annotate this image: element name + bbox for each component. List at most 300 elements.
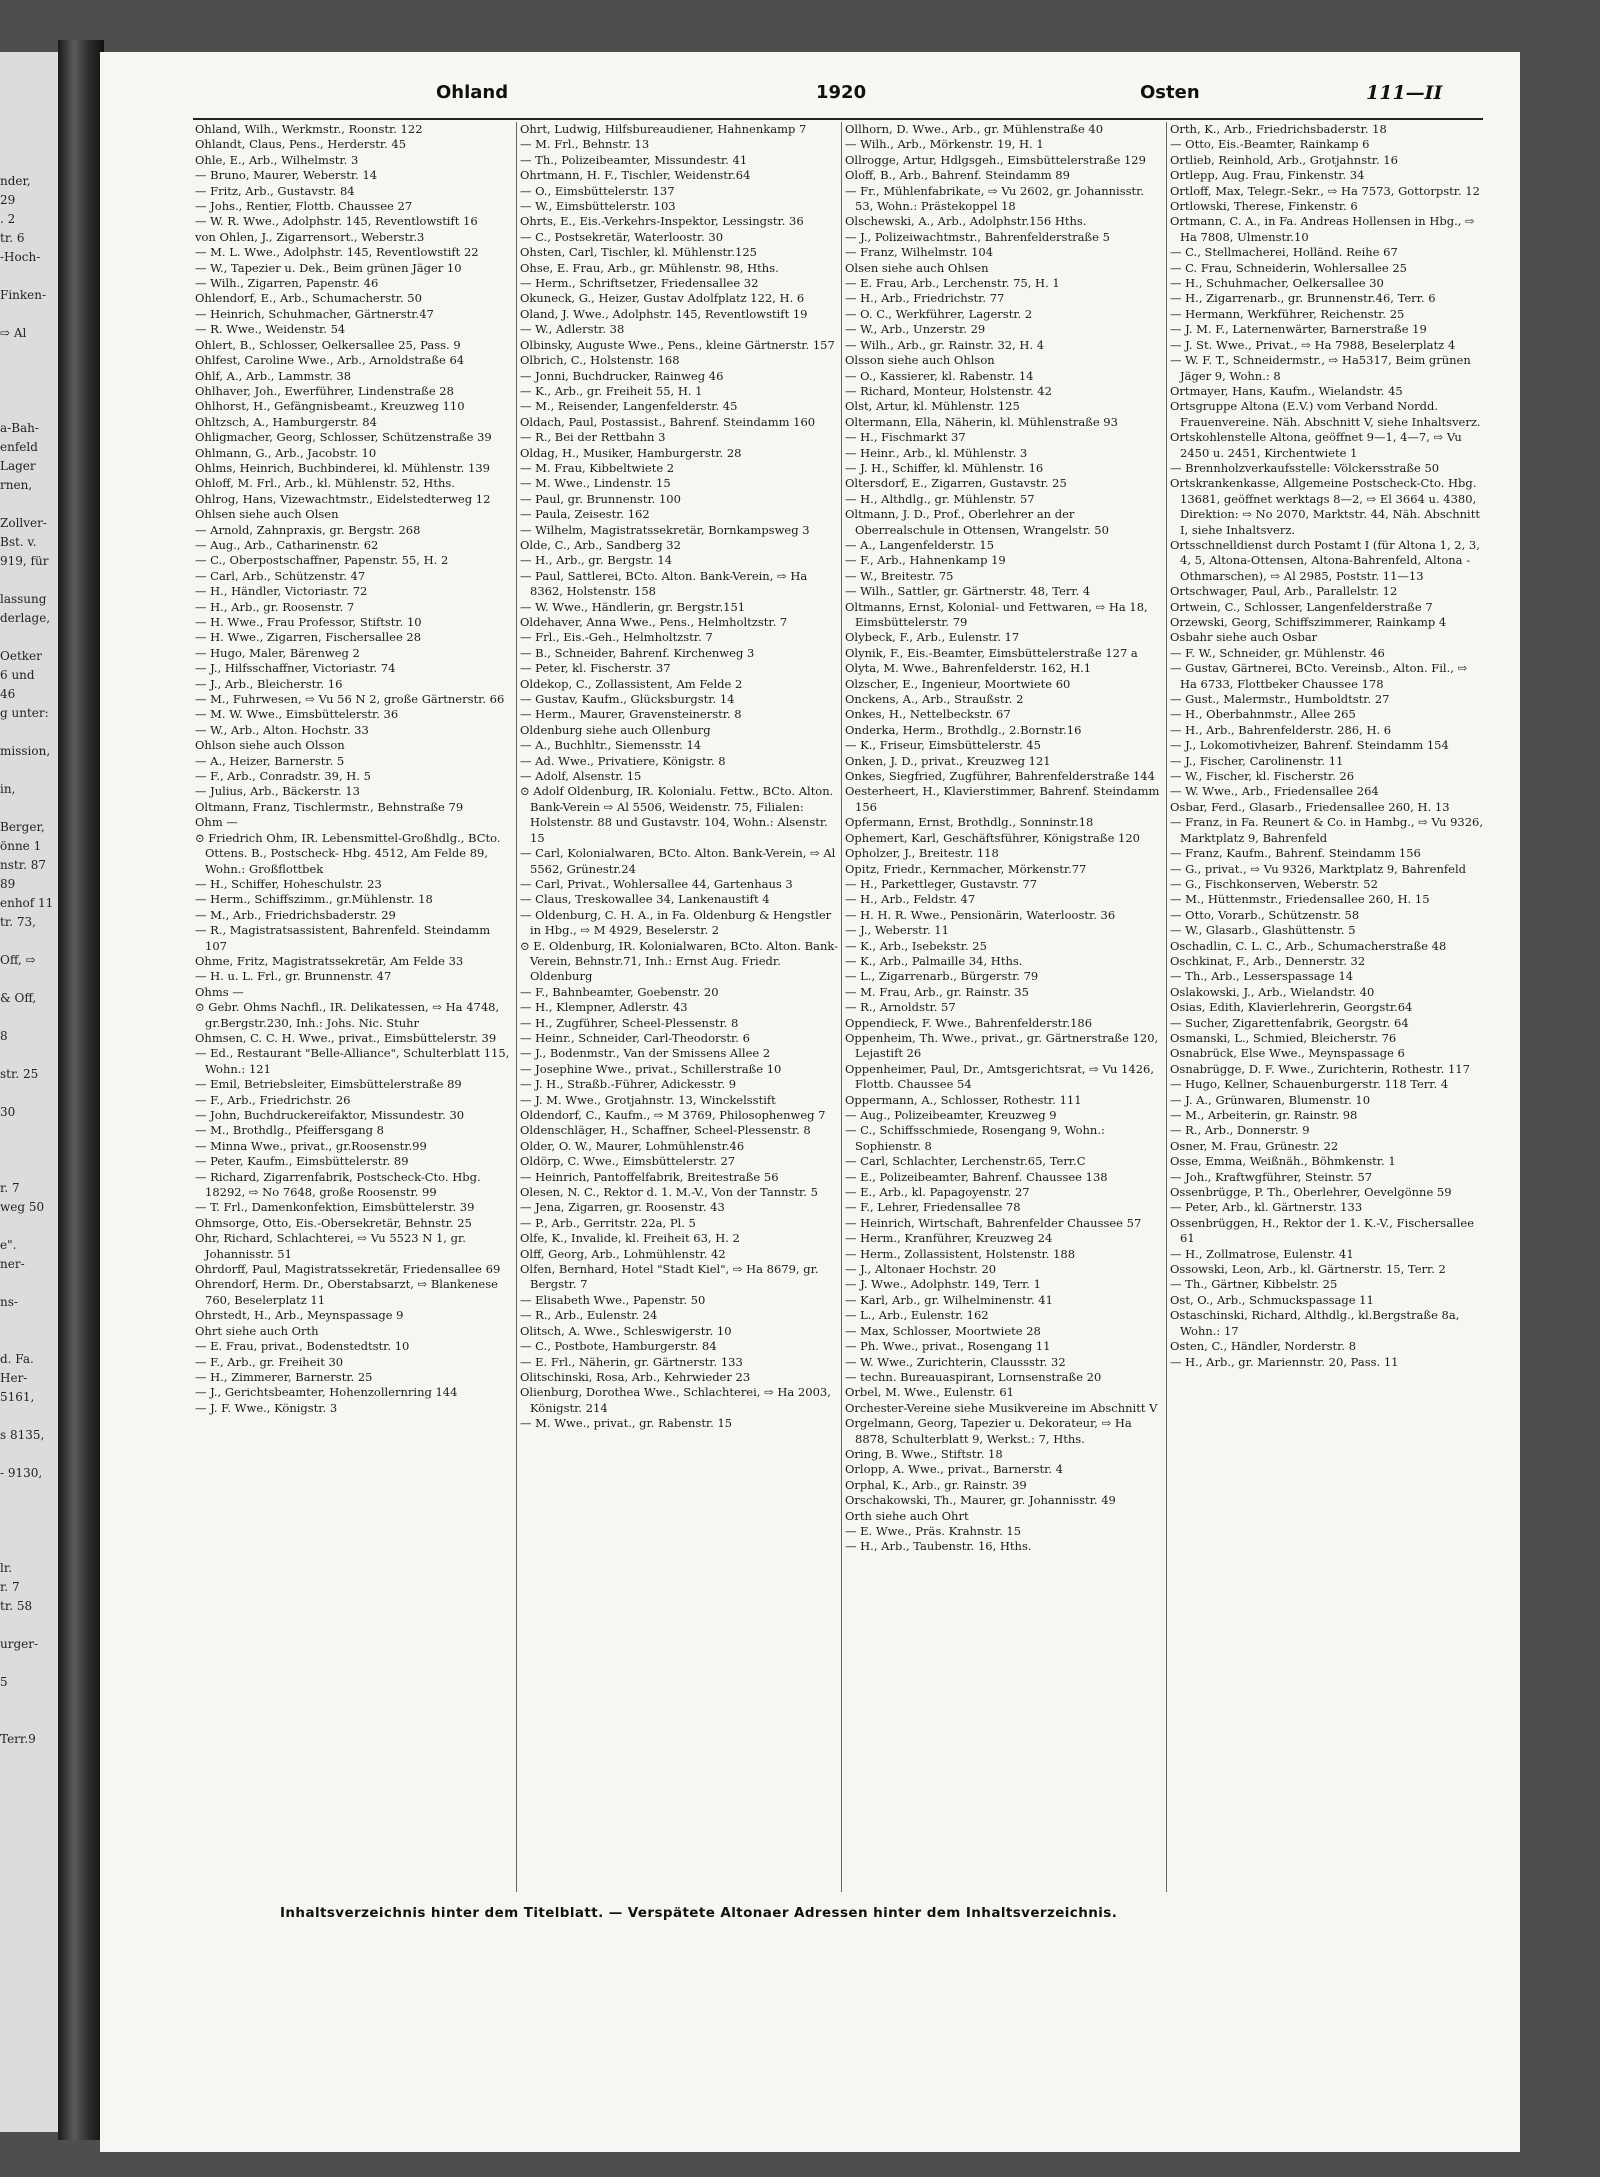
directory-entry: — R., Arnoldstr. 57	[845, 1000, 956, 1015]
directory-entry: — Jonni, Buchdrucker, Rainweg 46	[520, 368, 724, 383]
directory-entry: Ohlhorst, H., Gefängnisbeamt., Kreuzweg 110	[195, 399, 465, 414]
directory-entry: Ohlandt, Claus, Pens., Herderstr. 45	[195, 137, 407, 152]
adjacent-page-line	[0, 932, 58, 951]
directory-entry: — R. Wwe., Weidenstr. 54	[195, 322, 346, 337]
adjacent-page-line: Zollver-	[0, 516, 47, 530]
adjacent-page-line: 6 und	[0, 668, 35, 682]
directory-entry: Ost, O., Arb., Schmuckspassage 11	[1170, 1292, 1374, 1307]
directory-entry: — Gust., Malermstr., Humboldtstr. 27	[1170, 692, 1390, 707]
directory-entry: — W., Fischer, kl. Fischerstr. 26	[1170, 769, 1355, 784]
adjacent-page-line: e".	[0, 1238, 17, 1252]
directory-entry: — H., Althdlg., gr. Mühlenstr. 57	[845, 491, 1035, 506]
directory-entry: Ohlmann, G., Arb., Jacobstr. 10	[195, 445, 377, 460]
directory-entry: Orth, K., Arb., Friedrichsbaderstr. 18	[1170, 122, 1387, 136]
directory-entry: — J. F. Wwe., Königstr. 3	[195, 1400, 338, 1415]
directory-entry: Ohlms, Heinrich, Buchbinderei, kl. Mühlenstr. 139	[195, 460, 490, 475]
directory-entry: Osner, M. Frau, Grünestr. 22	[1170, 1138, 1339, 1153]
adjacent-page-line	[0, 381, 58, 400]
directory-entry: — F., Arb., Hahnenkamp 19	[845, 553, 1006, 568]
adjacent-page-line: önne 1	[0, 839, 42, 853]
directory-entry: — Franz, Kaufm., Bahrenf. Steindamm 156	[1170, 846, 1421, 861]
directory-entry: — M. Frl., Behnstr. 13	[520, 137, 650, 152]
directory-entry: Ohlf, A., Arb., Lammstr. 38	[195, 368, 352, 383]
directory-entry: — H., Zugführer, Scheel-Plessenstr. 8	[520, 1015, 739, 1030]
directory-entry: — Richard, Zigarrenfabrik, Postscheck-Cto. Hbg. 18292, ⇨ No 7648, große Roosenstr. 99	[195, 1169, 481, 1200]
directory-entry: — Th., Polizeibeamter, Missundestr. 41	[520, 152, 748, 167]
directory-entry: — Otto, Eis.-Beamter, Rainkamp 6	[1170, 137, 1370, 152]
adjacent-page-line: tr. 58	[0, 1599, 33, 1613]
directory-entry: Ohmsen, C. C. H. Wwe., privat., Eimsbüttelerstr. 39	[195, 1030, 497, 1045]
directory-entry: — Minna Wwe., privat., gr.Roosenstr.99	[195, 1138, 427, 1153]
directory-entry: — H., Zimmerer, Barnerstr. 25	[195, 1369, 373, 1384]
directory-entry: — Paula, Zeisestr. 162	[520, 507, 650, 522]
adjacent-page-line	[0, 799, 58, 818]
directory-entry: — K., Friseur, Eimsbüttelerstr. 45	[845, 738, 1041, 753]
directory-entry: — H., Händler, Victoriastr. 72	[195, 584, 368, 599]
page-footer-note: Inhaltsverzeichnis hinter dem Titelblatt. — Verspätete Altonaer Adressen hinter dem Inhaltsverzeichnis.	[280, 1905, 1118, 1921]
directory-entry: — H., Arb., Friedrichstr. 77	[845, 291, 1005, 306]
directory-entry: — L., Arb., Eulenstr. 162	[845, 1308, 989, 1323]
directory-entry: — Joh., Kraftwgführer, Steinstr. 57	[1170, 1169, 1373, 1184]
adjacent-page-line: 29	[0, 193, 16, 207]
directory-entry: — W. Wwe., Arb., Friedensallee 264	[1170, 784, 1379, 799]
directory-entry: Ohrt siehe auch Orth	[195, 1323, 319, 1338]
directory-entry: Opholzer, J., Breitestr. 118	[845, 846, 999, 861]
adjacent-page-line	[0, 1122, 58, 1141]
adjacent-page-line	[0, 1692, 58, 1711]
directory-entry: — Paul, Sattlerei, BCto. Alton. Bank-Verein, ⇨ Ha 8362, Holstenstr. 158	[520, 568, 808, 599]
directory-entry: — Julius, Arb., Bäckerstr. 13	[195, 784, 360, 799]
directory-entry: — O., Eimsbüttelerstr. 137	[520, 183, 675, 198]
directory-entry: Orbel, M. Wwe., Eulenstr. 61	[845, 1385, 1014, 1400]
directory-entry: — R., Bei der Rettbahn 3	[520, 430, 666, 445]
directory-entry: Ortlieb, Reinhold, Arb., Grotjahnstr. 16	[1170, 152, 1398, 167]
adjacent-page-line	[0, 1521, 58, 1540]
directory-entry: — E., Arb., kl. Papagoyenstr. 27	[845, 1185, 1030, 1200]
directory-entry: Ohligmacher, Georg, Schlosser, Schützenstraße 39	[195, 430, 492, 445]
directory-entry: — Th., Arb., Lesserspassage 14	[1170, 969, 1354, 984]
directory-entry: — C., Postbote, Hamburgerstr. 84	[520, 1339, 717, 1354]
directory-entry: — H., Klempner, Adlerstr. 43	[520, 1000, 688, 1015]
directory-entry: — G., privat., ⇨ Vu 9326, Marktplatz 9, Bahrenfeld	[1170, 861, 1466, 876]
directory-entry: — Heinr., Arb., kl. Mühlenstr. 3	[845, 445, 1028, 460]
directory-entry: Ortschwager, Paul, Arb., Parallelstr. 12	[1170, 584, 1398, 599]
directory-entry: — M. Frau, Arb., gr. Rainstr. 35	[845, 984, 1029, 999]
directory-entry: Oesterheert, H., Klavierstimmer, Bahrenf. Steindamm 156	[845, 784, 1160, 814]
directory-entry: Oltermann, Ella, Näherin, kl. Mühlenstraße 93	[845, 414, 1118, 429]
directory-entry: Oltmann, J. D., Prof., Oberlehrer an der Oberrealschule in Ottensen, Wrangelstr. 50	[845, 507, 1109, 537]
directory-entry: Osnabrügge, D. F. Wwe., Zurichterin, Rothestr. 117	[1170, 1061, 1470, 1076]
adjacent-page-line	[0, 343, 58, 362]
adjacent-page-line: 8	[0, 1029, 8, 1043]
directory-entry: Ortsschnelldienst durch Postamt I (für Altona 1, 2, 3, 4, 5, Altona-Ottensen, Altona-Bahrenfeld, Altona - Othmarschen), ⇨ Al 2985, Poststr. 11—13	[1170, 537, 1480, 583]
directory-entry: ⊙ E. Oldenburg, IR. Kolonialwaren, BCto. Alton. Bank-Verein, Behnstr.71, Inh.: Ernst Aug. Friedr. Oldenburg	[520, 938, 838, 984]
directory-entry: — Oldenburg, C. H. A., in Fa. Oldenburg & Hengstler in Hbg., ⇨ M 4929, Beselerstr. 2	[520, 907, 832, 938]
directory-entry: Ohrendorf, Herm. Dr., Oberstabsarzt, ⇨ Blankenese 760, Beselerplatz 11	[195, 1277, 498, 1307]
directory-entry: — F., Arb., Friedrichstr. 26	[195, 1092, 351, 1107]
adjacent-page-line: 89	[0, 877, 16, 891]
directory-entry: Ohms —	[195, 984, 244, 999]
book-gutter	[58, 40, 104, 2140]
directory-entry: — J., Bodenmstr., Van der Smissens Allee 2	[520, 1046, 771, 1061]
directory-entry: Ortskohlenstelle Altona, geöffnet 9—1, 4—7, ⇨ Vu 2450 u. 2451, Kirchentwiete 1	[1170, 430, 1462, 460]
directory-entry: Ortskrankenkasse, Allgemeine Postscheck-Cto. Hbg. 13681, geöffnet werktags 8—2, ⇨ El 3664 u. 4380, Direktion: ⇨ No 2070, Marktstr. 44, Näh. Abschnitt I, siehe Inhaltsverz.	[1170, 476, 1480, 537]
directory-entry: Oland, J. Wwe., Adolphstr. 145, Reventlowstift 19	[520, 306, 808, 321]
directory-entry: — W. Wwe., Händlerin, gr. Bergstr.151	[520, 599, 746, 614]
directory-entry: — H., Arb., Feldstr. 47	[845, 892, 976, 907]
adjacent-page-line: a-Bah-	[0, 421, 39, 435]
adjacent-page-line	[0, 1274, 58, 1293]
adjacent-page-line	[0, 305, 58, 324]
directory-entry: — H., Arb., gr. Mariennstr. 20, Pass. 11	[1170, 1354, 1399, 1369]
adjacent-page-line	[0, 1046, 58, 1065]
directory-entry: Ohlert, B., Schlosser, Oelkersallee 25, Pass. 9	[195, 337, 461, 352]
directory-entry: — M. Frau, Kibbeltwiete 2	[520, 460, 675, 475]
directory-entry: — A., Langenfelderstr. 15	[845, 537, 995, 552]
directory-entry: Olsen siehe auch Ohlsen	[845, 260, 989, 275]
directory-entry: Olyta, M. Wwe., Bahrenfelderstr. 162, H.1	[845, 661, 1092, 676]
directory-entry: Ortloff, Max, Telegr.-Sekr., ⇨ Ha 7573, Gottorpstr. 12	[1170, 183, 1480, 198]
directory-entry: — M., Arb., Friedrichsbaderstr. 29	[195, 907, 396, 922]
adjacent-page-line: 46	[0, 687, 16, 701]
directory-entry: — Carl, Arb., Schützenstr. 47	[195, 568, 366, 583]
directory-entry: Older, O. W., Maurer, Lohmühlenstr.46	[520, 1138, 745, 1153]
directory-entry: — P., Arb., Gerritstr. 22a, Pl. 5	[520, 1215, 696, 1230]
adjacent-page-line: tr. 73,	[0, 915, 36, 929]
directory-entry: Oltersdorf, E., Zigarren, Gustavstr. 25	[845, 476, 1067, 491]
adjacent-page-line: weg 50	[0, 1200, 45, 1214]
directory-entry: Orgelmann, Georg, Tapezier u. Dekorateur, ⇨ Ha 8878, Schulterblatt 9, Werkst.: 7, Hths.	[845, 1416, 1132, 1446]
adjacent-page-line: nstr. 87	[0, 858, 47, 872]
directory-entry: — M., Hüttenmstr., Friedensallee 260, H. 15	[1170, 892, 1430, 907]
directory-entry: — J., Gerichtsbeamter, Hohenzollernring 144	[195, 1385, 458, 1400]
directory-entry: Oltmanns, Ernst, Kolonial- und Fettwaren, ⇨ Ha 18, Eimsbüttelerstr. 79	[845, 599, 1148, 629]
directory-entry: — J., Arb., Bleicherstr. 16	[195, 676, 343, 691]
directory-entry: — M., Fuhrwesen, ⇨ Vu 56 N 2, große Gärtnerstr. 66	[195, 692, 505, 707]
directory-column-4	[1170, 122, 1485, 1902]
directory-entry: — H. H. R. Wwe., Pensionärin, Waterloostr. 36	[845, 907, 1116, 922]
directory-entry: — Wilh., Zigarren, Papenstr. 46	[195, 276, 379, 291]
directory-entry: Olsson siehe auch Ohlson	[845, 353, 995, 368]
directory-entry: — Aug., Polizeibeamter, Kreuzweg 9	[845, 1108, 1057, 1122]
adjacent-page-line: tr. 6	[0, 231, 25, 245]
directory-entry: — C., Stellmacherei, Holländ. Reihe 67	[1170, 245, 1398, 260]
directory-entry: — W. F. T., Schneidermstr., ⇨ Ha5317, Beim grünen Jäger 9, Wohn.: 8	[1170, 353, 1471, 383]
directory-entry: Ortmann, C. A., in Fa. Andreas Hollensen in Hbg., ⇨ Ha 7808, Ulmenstr.10	[1170, 214, 1475, 244]
directory-entry: — Hugo, Maler, Bärenweg 2	[195, 645, 360, 660]
directory-entry: Oldach, Paul, Postassist., Bahrenf. Steindamm 160	[520, 414, 816, 429]
directory-entry: — W., Arb., Unzerstr. 29	[845, 322, 986, 337]
directory-entry: Orzewski, Georg, Schiffszimmerer, Rainkamp 4	[1170, 615, 1447, 629]
directory-entry: — Richard, Monteur, Holstenstr. 42	[845, 383, 1052, 398]
directory-entry: — techn. Bureauaspirant, Lornsenstraße 20	[845, 1369, 1102, 1384]
directory-entry: — Herm., Kranführer, Kreuzweg 24	[845, 1231, 1053, 1246]
adjacent-page-line: 919, für	[0, 554, 49, 568]
directory-entry: — E. Frl., Näherin, gr. Gärtnerstr. 133	[520, 1354, 743, 1369]
directory-entry: — O., Kassierer, kl. Rabenstr. 14	[845, 368, 1034, 383]
adjacent-page-line: Oetker	[0, 649, 42, 663]
adjacent-page-line	[0, 1711, 58, 1730]
directory-entry: — E. Wwe., Präs. Krahnstr. 15	[845, 1523, 1022, 1538]
directory-entry: Ohlfest, Caroline Wwe., Arb., Arnoldstraße 64	[195, 353, 465, 368]
directory-entry: — E. Frau, Arb., Lerchenstr. 75, H. 1	[845, 276, 1060, 291]
directory-entry: Ortlowski, Therese, Finkenstr. 6	[1170, 199, 1358, 214]
directory-entry: Olff, Georg, Arb., Lohmühlenstr. 42	[520, 1246, 726, 1261]
directory-entry: Osias, Edith, Klavierlehrerin, Georgstr.64	[1170, 1000, 1413, 1015]
directory-entry: Onckens, A., Arb., Straußstr. 2	[845, 692, 1024, 707]
adjacent-page-line	[0, 628, 58, 647]
directory-entry: — G., Fischkonserven, Weberstr. 52	[1170, 876, 1378, 891]
directory-entry: Ohrstedt, H., Arb., Meynspassage 9	[195, 1308, 404, 1323]
directory-entry: — Arnold, Zahnpraxis, gr. Bergstr. 268	[195, 522, 421, 537]
directory-entry: Ossenbrüggen, H., Rektor der 1. K.-V., Fischersallee 61	[1170, 1215, 1475, 1246]
directory-entry: — Jena, Zigarren, gr. Roosenstr. 43	[520, 1200, 725, 1215]
directory-entry: — Max, Schlosser, Moortwiete 28	[845, 1323, 1041, 1338]
directory-entry: Ohme, Fritz, Magistratssekretär, Am Felde 33	[195, 953, 464, 968]
directory-entry: Ostaschinski, Richard, Althdlg., kl.Bergstraße 8a, Wohn.: 17	[1170, 1308, 1460, 1338]
adjacent-page-line	[0, 267, 58, 286]
directory-entry: — M., Reisender, Langenfelderstr. 45	[520, 399, 738, 414]
adjacent-page-line	[0, 1160, 58, 1179]
adjacent-page-line: Her-	[0, 1371, 28, 1385]
directory-entry: Osse, Emma, Weißnäh., Böhmkenstr. 1	[1170, 1154, 1396, 1169]
adjacent-page-line: 30	[0, 1105, 16, 1119]
header-first-name: Ohland	[436, 82, 509, 103]
directory-entry: — B., Schneider, Bahrenf. Kirchenweg 3	[520, 645, 755, 660]
adjacent-page-line	[0, 1312, 58, 1331]
directory-entry: Olitsch, A. Wwe., Schleswigerstr. 10	[520, 1323, 732, 1338]
adjacent-page-line	[0, 1084, 58, 1103]
directory-entry: — M. L. Wwe., Adolphstr. 145, Reventlowstift 22	[195, 245, 479, 260]
directory-entry: — J., Weberstr. 11	[845, 923, 949, 938]
header-last-name: Osten	[1140, 82, 1200, 103]
column-divider	[841, 122, 842, 1892]
directory-entry: — W., Arb., Alton. Hochstr. 33	[195, 722, 369, 737]
header-rule	[193, 118, 1483, 120]
directory-entry: — K., Arb., Palmaille 34, Hths.	[845, 953, 1023, 968]
directory-column-1	[195, 122, 513, 1902]
directory-entry: Osnabrück, Else Wwe., Meynspassage 6	[1170, 1046, 1405, 1061]
adjacent-page-line: urger-	[0, 1637, 39, 1651]
directory-entry: Ohle, E., Arb., Wilhelmstr. 3	[195, 152, 359, 167]
adjacent-page-line	[0, 1407, 58, 1426]
adjacent-page-line: & Off,	[0, 991, 37, 1005]
directory-entry: — J. M. Wwe., Grotjahnstr. 13, Winckelsstift	[520, 1092, 776, 1107]
directory-entry: — John, Buchdruckereifaktor, Missundestr. 30	[195, 1108, 465, 1122]
directory-entry: Ohmsorge, Otto, Eis.-Obersekretär, Behnstr. 25	[195, 1215, 472, 1230]
directory-entry: — H., Arb., gr. Roosenstr. 7	[195, 599, 355, 614]
directory-entry: — Peter, Kaufm., Eimsbüttelerstr. 89	[195, 1154, 409, 1169]
directory-entry: — Carl, Kolonialwaren, BCto. Alton. Bank-Verein, ⇨ Al 5562, Grünestr.24	[520, 846, 836, 876]
adjacent-page-line	[0, 1217, 58, 1236]
adjacent-page-line: ns-	[0, 1295, 18, 1309]
directory-entry: Olst, Artur, kl. Mühlenstr. 125	[845, 399, 1020, 414]
directory-entry: Ophemert, Karl, Geschäftsführer, Königstraße 120	[845, 830, 1140, 845]
adjacent-page-line: lassung	[0, 592, 47, 606]
adjacent-page-line: Berger,	[0, 820, 45, 834]
directory-entry: — Carl, Schlachter, Lerchenstr.65, Terr.C	[845, 1154, 1086, 1169]
directory-entry: Ohrdorff, Paul, Magistratssekretär, Friedensallee 69	[195, 1262, 501, 1277]
directory-entry: — H., Fischmarkt 37	[845, 430, 966, 445]
directory-entry: Opitz, Friedr., Kernmacher, Mörkenstr.77	[845, 861, 1087, 876]
directory-entry: — W., Eimsbüttelerstr. 103	[520, 199, 676, 214]
directory-entry: — Paul, gr. Brunnenstr. 100	[520, 491, 681, 506]
directory-entry: — Wilhelm, Magistratssekretär, Bornkampsweg 3	[520, 522, 810, 537]
directory-entry: Oldörp, C. Wwe., Eimsbüttelerstr. 27	[520, 1154, 736, 1169]
directory-entry: — E. Frau, privat., Bodenstedtstr. 10	[195, 1339, 410, 1354]
adjacent-page-line: s 8135,	[0, 1428, 45, 1442]
adjacent-page-line: g unter:	[0, 706, 49, 720]
directory-entry: Oring, B. Wwe., Stiftstr. 18	[845, 1446, 1003, 1461]
directory-entry: — M., Brothdlg., Pfeiffersgang 8	[195, 1123, 384, 1138]
directory-entry: — Karl, Arb., gr. Wilhelminenstr. 41	[845, 1292, 1053, 1307]
header-year: 1920	[816, 82, 867, 103]
directory-entry: — W., Glasarb., Glashüttenstr. 5	[1170, 923, 1356, 938]
directory-entry: Ohrt, Ludwig, Hilfsbureaudiener, Hahnenkamp 7	[520, 122, 807, 136]
directory-column-2	[520, 122, 838, 1902]
directory-entry: — W. R. Wwe., Adolphstr. 145, Reventlowstift 16	[195, 214, 478, 229]
directory-entry: — Herm., Zollassistent, Holstenstr. 188	[845, 1246, 1076, 1261]
directory-entry: — W., Breitestr. 75	[845, 568, 954, 583]
directory-entry: Okuneck, G., Heizer, Gustav Adolfplatz 122, H. 6	[520, 291, 805, 306]
directory-entry: — J., Fischer, Carolinenstr. 11	[1170, 753, 1344, 768]
adjacent-page-line: ner-	[0, 1257, 25, 1271]
directory-entry: — Ph. Wwe., privat., Rosengang 11	[845, 1339, 1051, 1354]
adjacent-page-line	[0, 1483, 58, 1502]
directory-entry: — Gustav, Gärtnerei, BCto. Vereinsb., Alton. Fil., ⇨ Ha 6733, Flottbeker Chaussee 178	[1170, 661, 1468, 691]
adjacent-page-line: derlage,	[0, 611, 51, 625]
directory-column-3	[845, 122, 1163, 1902]
directory-entry: — Hermann, Werkführer, Reichenstr. 25	[1170, 306, 1405, 321]
adjacent-page-line: Finken-	[0, 288, 47, 302]
directory-entry: — H., Oberbahnmstr., Allee 265	[1170, 707, 1356, 722]
directory-entry: Orlopp, A. Wwe., privat., Barnerstr. 4	[845, 1462, 1063, 1477]
directory-entry: — Bruno, Maurer, Weberstr. 14	[195, 168, 378, 183]
adjacent-page-text	[0, 52, 58, 1749]
adjacent-page-line	[0, 571, 58, 590]
adjacent-page-line: Bst. v.	[0, 535, 37, 549]
adjacent-page-line: . 2	[0, 212, 16, 226]
directory-entry: Olbinsky, Auguste Wwe., Pens., kleine Gärtnerstr. 157	[520, 337, 835, 352]
directory-entry: Olienburg, Dorothea Wwe., Schlachterei, ⇨ Ha 2003, Königstr. 214	[520, 1385, 831, 1415]
directory-entry: — M. Wwe., Lindenstr. 15	[520, 476, 671, 491]
column-divider	[516, 122, 517, 1892]
directory-entry: — H., Arb., Bahrenfelderstr. 286, H. 6	[1170, 722, 1392, 737]
directory-entry: — J. H., Schiffer, kl. Mühlenstr. 16	[845, 460, 1044, 475]
directory-entry: Olbrich, C., Holstenstr. 168	[520, 353, 680, 368]
directory-entry: Ohr, Richard, Schlachterei, ⇨ Vu 5523 N 1, gr. Johannisstr. 51	[195, 1231, 466, 1261]
adjacent-page-line: enhof 11	[0, 896, 54, 910]
directory-entry: — Josephine Wwe., privat., Schillerstraße 10	[520, 1061, 782, 1076]
directory-entry: — Wilh., Sattler, gr. Gärtnerstr. 48, Terr. 4	[845, 584, 1091, 599]
adjacent-page-line	[0, 1331, 58, 1350]
directory-entry: Ortlepp, Aug. Frau, Finkenstr. 34	[1170, 168, 1365, 183]
directory-entry: — K., Arb., Isebekstr. 25	[845, 938, 987, 953]
directory-entry: — Johs., Rentier, Flottb. Chaussee 27	[195, 199, 413, 214]
directory-entry: — Peter, Arb., kl. Gärtnerstr. 133	[1170, 1200, 1363, 1215]
directory-entry: Olitschinski, Rosa, Arb., Kehrwieder 23	[520, 1369, 751, 1384]
adjacent-page-line	[0, 1445, 58, 1464]
directory-entry: — H., Arb., gr. Bergstr. 14	[520, 553, 673, 568]
directory-entry: — R., Arb., Donnerstr. 9	[1170, 1123, 1310, 1138]
directory-entry: — J., Lokomotivheizer, Bahrenf. Steindamm 154	[1170, 738, 1449, 753]
directory-entry: — W. Wwe., Zurichterin, Claussstr. 32	[845, 1354, 1066, 1369]
directory-entry: — H., Arb., Taubenstr. 16, Hths.	[845, 1539, 1032, 1554]
directory-entry: — Heinr., Schneider, Carl-Theodorstr. 6	[520, 1030, 750, 1045]
directory-entry: Ohloff, M. Frl., Arb., kl. Mühlenstr. 52, Hths.	[195, 476, 455, 491]
directory-entry: — H., Zigarrenarb., gr. Brunnenstr.46, Terr. 6	[1170, 291, 1436, 306]
directory-entry: Ollhorn, D. Wwe., Arb., gr. Mühlenstraße 40	[845, 122, 1104, 136]
directory-entry: — C. Frau, Schneiderin, Wohlersallee 25	[1170, 260, 1407, 275]
directory-entry: Osbahr siehe auch Osbar	[1170, 630, 1318, 645]
directory-entry: Orschakowski, Th., Maurer, gr. Johannisstr. 49	[845, 1493, 1116, 1508]
directory-entry: — Ad. Wwe., Privatiere, Königstr. 8	[520, 753, 726, 768]
directory-entry: Olzscher, E., Ingenieur, Moortwiete 60	[845, 676, 1071, 691]
adjacent-page-strip	[0, 52, 58, 2132]
directory-entry: — Aug., Arb., Catharinenstr. 62	[195, 537, 379, 552]
directory-entry: Ossenbrügge, P. Th., Oberlehrer, Oevelgönne 59	[1170, 1185, 1452, 1200]
directory-entry: Onkes, Siegfried, Zugführer, Bahrenfelderstraße 144	[845, 769, 1155, 784]
directory-entry: — C., Oberpostschaffner, Papenstr. 55, H. 2	[195, 553, 449, 568]
directory-entry: — Wilh., Arb., Mörkenstr. 19, H. 1	[845, 137, 1044, 152]
directory-entry: Oldenschläger, H., Schaffner, Scheel-Plessenstr. 8	[520, 1123, 811, 1138]
adjacent-page-line: 5	[0, 1675, 8, 1689]
directory-entry: — Franz, in Fa. Reunert & Co. in Hambg., ⇨ Vu 9326, Marktplatz 9, Bahrenfeld	[1170, 815, 1484, 845]
directory-entry: — Otto, Vorarb., Schützenstr. 58	[1170, 907, 1360, 922]
directory-entry: — F., Arb., Conradstr. 39, H. 5	[195, 769, 371, 784]
directory-entry: Olesen, N. C., Rektor d. 1. M.-V., Von der Tannstr. 5	[520, 1185, 818, 1200]
directory-entry: Oschkinat, F., Arb., Dennerstr. 32	[1170, 953, 1366, 968]
adjacent-page-line: - 9130,	[0, 1466, 43, 1480]
directory-entry: — Heinrich, Wirtschaft, Bahrenfelder Chaussee 57	[845, 1215, 1142, 1230]
adjacent-page-line: mission,	[0, 744, 51, 758]
adjacent-page-line	[0, 1502, 58, 1521]
directory-entry: — H., Parkettleger, Gustavstr. 77	[845, 876, 1038, 891]
directory-entry: — Herm., Schiffszimm., gr.Mühlenstr. 18	[195, 892, 433, 907]
directory-entry: Ohltzsch, A., Hamburgerstr. 84	[195, 414, 377, 429]
directory-entry: Oldenburg siehe auch Ollenburg	[520, 722, 711, 737]
directory-entry: — J. St. Wwe., Privat., ⇨ Ha 7988, Beselerplatz 4	[1170, 337, 1456, 352]
directory-entry: Ohse, E. Frau, Arb., gr. Mühlenstr. 98, Hths.	[520, 260, 779, 275]
adjacent-page-line	[0, 362, 58, 381]
directory-entry: Olfen, Bernhard, Hotel "Stadt Kiel", ⇨ Ha 8679, gr. Bergstr. 7	[520, 1262, 819, 1292]
adjacent-page-line	[0, 1008, 58, 1027]
adjacent-page-line	[0, 1141, 58, 1160]
directory-entry: Orphal, K., Arb., gr. Rainstr. 39	[845, 1477, 1027, 1492]
adjacent-page-line: 5161,	[0, 1390, 35, 1404]
adjacent-page-line: Lager	[0, 459, 36, 473]
column-divider	[1166, 122, 1167, 1892]
directory-entry: — M., Arbeiterin, gr. Rainstr. 98	[1170, 1108, 1358, 1122]
adjacent-page-line	[0, 1654, 58, 1673]
directory-entry: — Franz, Wilhelmstr. 104	[845, 245, 994, 260]
directory-entry: Oldekop, C., Zollassistent, Am Felde 2	[520, 676, 743, 691]
directory-entry: Ohlsen siehe auch Olsen	[195, 507, 339, 522]
directory-entry: — L., Zigarrenarb., Bürgerstr. 79	[845, 969, 1039, 984]
adjacent-page-line	[0, 495, 58, 514]
adjacent-page-line: r. 7	[0, 1181, 20, 1195]
directory-entry: — J. H., Straßb.-Führer, Adickesstr. 9	[520, 1077, 737, 1092]
directory-entry: Ohm —	[195, 815, 238, 830]
directory-entry: Opfermann, Ernst, Brothdlg., Sonninstr.18	[845, 815, 1094, 830]
adjacent-page-line: r. 7	[0, 1580, 20, 1594]
directory-entry: — C., Postsekretär, Waterloostr. 30	[520, 229, 724, 244]
directory-entry: Ortsgruppe Altona (E.V.) vom Verband Nordd. Frauenvereine. Näh. Abschnitt V, siehe Inhaltsverz.	[1170, 399, 1481, 429]
directory-entry: von Ohlen, J., Zigarrensort., Weberstr.3	[195, 229, 425, 244]
directory-entry: Onkes, H., Nettelbeckstr. 67	[845, 707, 1011, 722]
directory-entry: Onderka, Herm., Brothdlg., 2.Bornstr.16	[845, 722, 1082, 737]
directory-entry: Osmanski, L., Schmied, Bleicherstr. 76	[1170, 1030, 1397, 1045]
